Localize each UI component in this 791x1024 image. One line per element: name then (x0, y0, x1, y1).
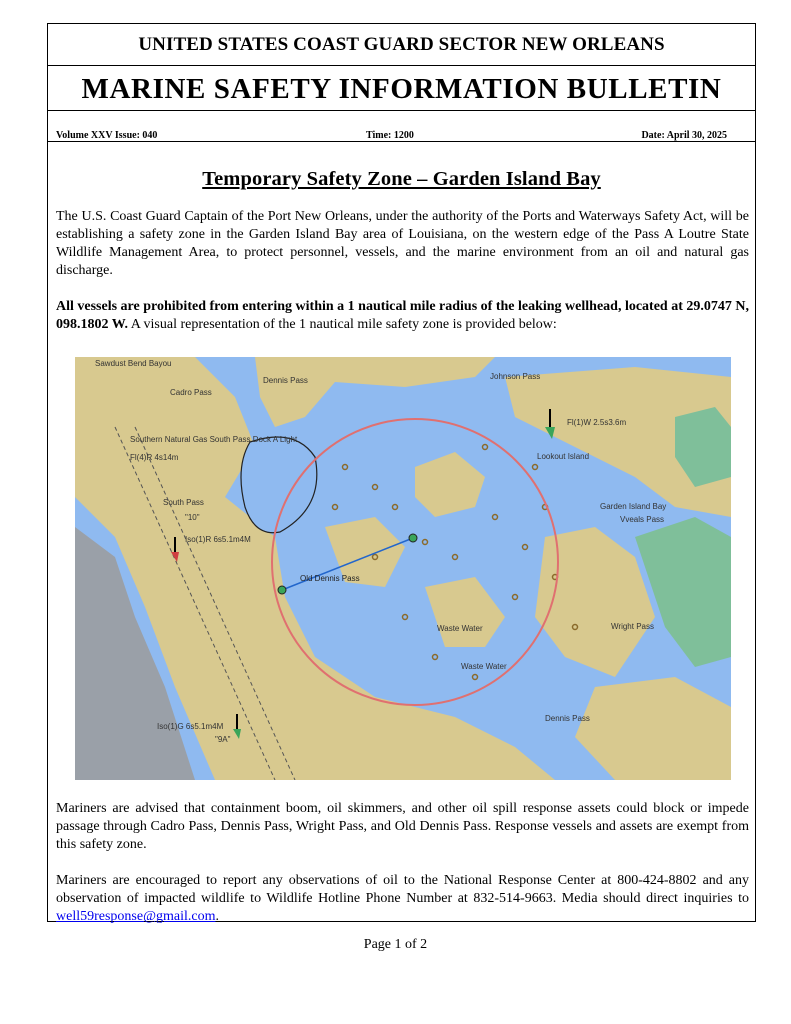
island-central-2 (415, 452, 485, 517)
paragraph-authority: The U.S. Coast Guard Captain of the Port New Orleans, under the authority of the Ports and Waterways Safety Act, will be establishing a safety zone in the Garden Island Bay area of Louisiana, on the western edge of the Pass A Loutre State Wildlife Management Area, to protect personnel, vessels, and the marine environment from an oil and natural gas discharge. (56, 209, 749, 278)
map-label-southern-ng: Southern Natural Gas South Pass Dock A Light (130, 435, 298, 444)
paragraph-reporting (56, 872, 749, 926)
map-label-vveals: Vveals Pass (620, 515, 665, 524)
map-label-cadro: Cadro Pass (170, 388, 212, 397)
bulletin-meta-row (48, 111, 755, 142)
nautical-chart (75, 357, 731, 780)
map-label-wright: Wright Pass (611, 622, 654, 631)
map-label-fl1w: Fl(1)W 2.5s3.6m (567, 418, 627, 427)
map-label-waste-1: Waste Water (437, 624, 483, 633)
agency-header: UNITED STATES COAST GUARD SECTOR NEW ORLEANS (48, 24, 755, 66)
map-label-dennis-bottom: Dennis Pass (545, 714, 590, 723)
volume-issue: Volume XXV Issue: 040 (56, 129, 158, 141)
bulletin-title: MARINE SAFETY INFORMATION BULLETIN (48, 66, 755, 111)
bulletin-frame (47, 23, 756, 922)
land-mass-north (255, 357, 495, 427)
map-label-iso1g: Iso(1)G 6s5.1m4M (157, 722, 224, 731)
media-email-link[interactable]: well59response@gmail.com (56, 909, 216, 924)
map-label-sawdust: Sawdust Bend Bayou (95, 359, 172, 368)
wellhead-marker (409, 534, 417, 542)
safety-zone-chart-map (75, 357, 731, 780)
map-label-old-dennis: Old Dennis Pass (300, 574, 360, 583)
map-label-dennis-top: Dennis Pass (263, 376, 308, 385)
map-label-fl4r: Fl(4)R 4s14m (130, 453, 179, 462)
reporting-text: Mariners are encouraged to report any observations of oil to the National Response Center at 800-424-8802 and any observation of impacted wildlife to Wildlife Hotline Phone Number at 832-514-9663. Media should direct inquiries to (56, 873, 749, 906)
document-title: Temporary Safety Zone – Garden Island Bay (202, 168, 601, 190)
paragraph-advisory: Mariners are advised that containment boom, oil skimmers, and other oil spill response assets could block or impede passage through Cadro Pass, Dennis Pass, Wright Pass, and Old Dennis Pass. Response vessels and assets are exempt from this safety zone. (56, 801, 749, 852)
bulletin-time: Time: 1200 (366, 129, 414, 141)
marsh-east (635, 517, 731, 667)
land-mass-southeast (575, 677, 731, 780)
map-label-iso1r: Iso(1)R 6s5.1m4M (185, 535, 251, 544)
island-central-3 (425, 577, 505, 647)
prohibition-rest-text: A visual representation of the 1 nautical mile safety zone is provided below: (127, 317, 557, 332)
bulletin-date: Date: April 30, 2025 (641, 129, 727, 141)
map-label-ten: "10" (185, 513, 200, 522)
start-marker (278, 586, 286, 594)
map-label-lookout: Lookout Island (537, 452, 590, 461)
map-label-nine-a: "9A" (215, 735, 231, 744)
paragraph-prohibition (56, 298, 749, 334)
map-label-south-pass: South Pass (163, 498, 204, 507)
map-label-waste-2: Waste Water (461, 662, 507, 671)
page-number: Page 1 of 2 (363, 937, 428, 952)
prohibition-bold-text: All vessels are prohibited from entering within a 1 nautical mile radius of the leaking wellhead, located at 29.0747 N, 098.1802 W. (56, 299, 749, 332)
map-label-johnson: Johnson Pass (490, 372, 541, 381)
reporting-text-end: . (215, 909, 219, 924)
map-label-garden: Garden Island Bay (600, 502, 667, 511)
